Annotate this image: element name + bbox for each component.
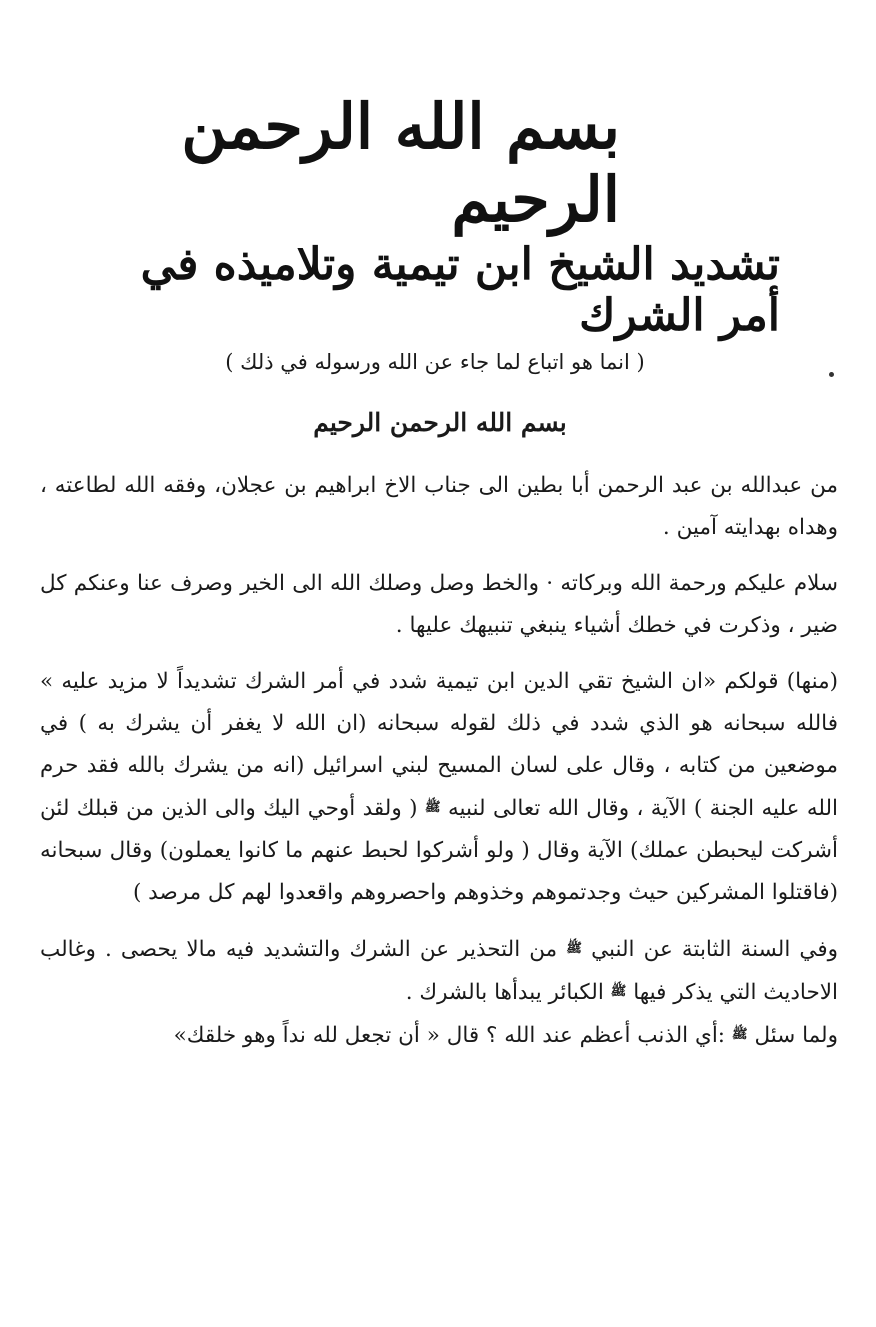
paragraph-text: (منها) قولكم «ان الشيخ تقي الدين ابن تيمية شدد في أمر الشرك تشديداً لا مزيد عليه » فالله سبحانه هو الذي شدد في ذلك لقوله سبحانه (ان الله لا يغفر أن يشرك به ) في موضعين من كتابه ، وقال على لسان المسيح لبني اسرائيل (انه من يشرك بالله فقد حرم الله عليه الجنة ) الآية ، وقال الله تعالى لنبيه [40, 669, 838, 821]
basmala-calligraphy: بسم الله الرحمن الرحيم [181, 89, 620, 236]
paragraph-text: ( ولقد أوحي اليك والى الذين من قبلك لئن أشركت ليحبطن عملك) الآية وقال ( ولو أشركوا لحبط عنهم ما كانوا يعملون) وقال سبحانه (فاقتلوا المشركين حيث وجدتموهم وخذوهم واحصروهم واقعدوا لهم كل مرصد ) [40, 796, 838, 905]
salawat-glyph: ﷺ [610, 984, 627, 999]
salawat-glyph: ﷺ [731, 1027, 748, 1042]
page-mark-dot [829, 372, 834, 377]
chapter-subtitle: ( انما هو اتباع لما جاء عن الله ورسوله في ذلك ) [225, 350, 645, 374]
paragraph-text: الكبائر يبدأها بالشرك . [405, 980, 604, 1005]
paragraph-text: :أي الذنب أعظم عند الله ؟ قال « أن تجعل لله نداً وهو خلقك» [173, 1023, 726, 1048]
paragraph-salutation: سلام عليكم ورحمة الله وبركاته · والخط وصل وصلك الله الى الخير وصرف عنا وعنكم كل ضير ، وذكرت في خطك أشياء ينبغي تنبيهك عليها . [40, 571, 838, 638]
chapter-title: تشديد الشيخ ابن تيمية وتلاميذه في أمر الشرك [140, 239, 780, 341]
salawat-glyph: ﷺ [566, 941, 582, 956]
basmala-small: بسم الله الرحمن الرحيم [313, 408, 567, 437]
body-text [40, 465, 838, 1071]
paragraph-greeting: من عبدالله بن عبد الرحمن أبا بطين الى جناب الاخ ابراهيم بن عجلان، وفقه الله لطاعته ، وهداه بهدايته آمين . [40, 473, 838, 540]
paragraph-text: وفي السنة الثابتة عن النبي [591, 937, 838, 962]
salawat-glyph: ﷺ [424, 800, 441, 815]
paragraph-text: ولما سئل [754, 1023, 838, 1048]
paragraph-text: من التحذير عن الشرك والتشديد فيه مالا يحصى . وغالب الاحاديث التي يذكر فيها [40, 937, 838, 1005]
paragraph-sunnah [40, 928, 838, 1057]
paragraph-tashdeed [40, 661, 838, 914]
